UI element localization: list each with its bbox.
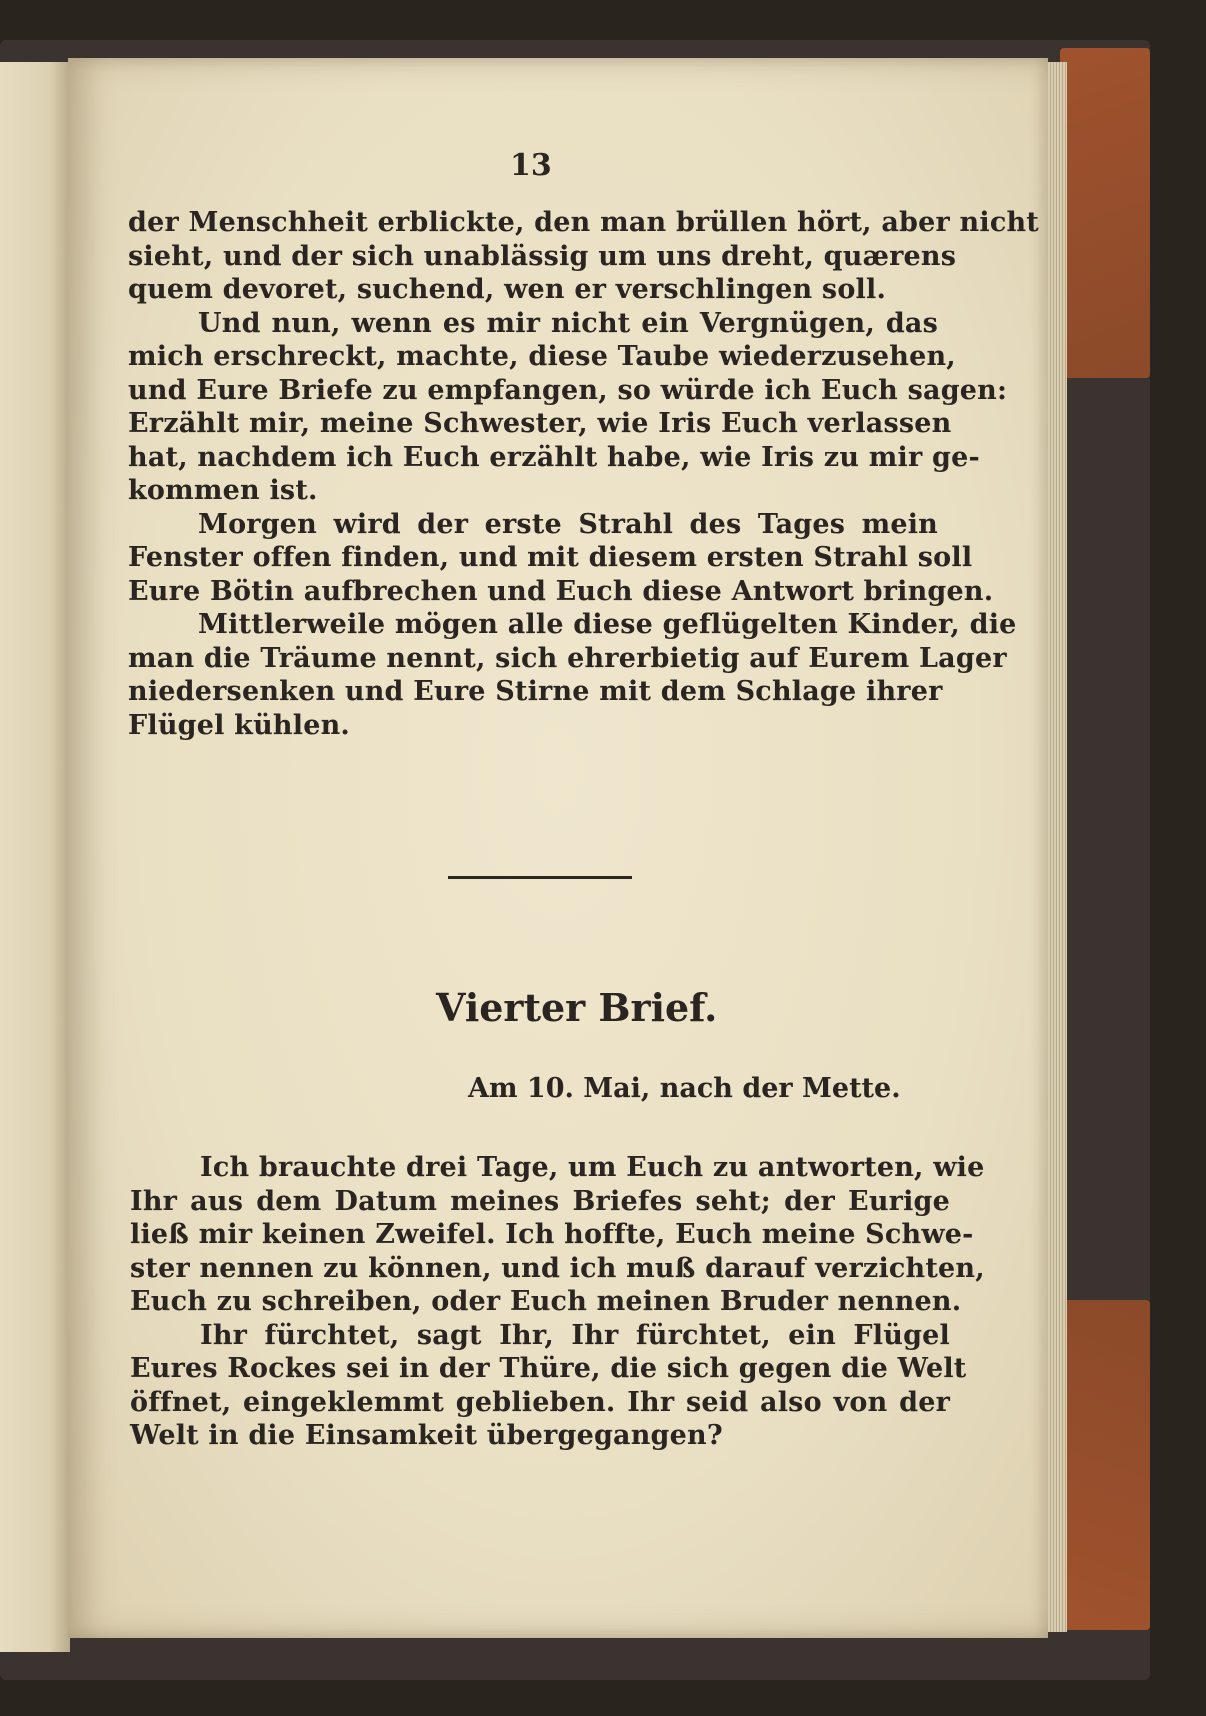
text-line: ster nennen zu können, und ich muß darauf verzichten, — [130, 1252, 985, 1284]
text-line: ließ mir keinen Zweifel. Ich hoffte, Euch meine Schwe- — [130, 1219, 974, 1250]
text-line: Ihr aus dem Datum meines Briefes seht; der Eurige — [130, 1185, 950, 1217]
text-line: Euch zu schreiben, oder Euch meinen Bruder nennen. — [130, 1286, 962, 1317]
text-line: Ihr fürchtet, sagt Ihr, Ihr fürchtet, ein Flügel — [200, 1319, 950, 1351]
text-line: quem devoret, suchend, wen er verschlingen soll. — [128, 274, 887, 305]
text-block-bottom — [130, 1151, 985, 1453]
text-line: Und nun, wenn es mir nicht ein Vergnügen, das — [198, 307, 938, 339]
text-line: niedersenken und Eure Stirne mit dem Schlage ihrer — [128, 676, 943, 707]
text-line: Eure Bötin aufbrechen und Euch diese Antwort bringen. — [128, 575, 994, 607]
text-line: Eures Rockes sei in der Thüre, die sich gegen die Welt — [130, 1353, 967, 1384]
letter-heading: Vierter Brief. — [436, 985, 718, 1030]
text-line: sieht, und der sich unablässig um uns dreht, quærens — [128, 240, 957, 272]
text-line: man die Träume nennt, sich ehrerbietig auf Eurem Lager — [128, 642, 1007, 674]
text-line: der Menschheit erblickte, den man brüllen hört, aber nicht — [128, 207, 1039, 238]
section-divider — [448, 876, 632, 879]
text-line: Flügel kühlen. — [128, 709, 351, 741]
text-line: Erzählt mir, meine Schwester, wie Iris Euch verlassen — [128, 408, 952, 439]
cover-corner-top — [1060, 48, 1150, 378]
dateline: Am 10. Mai, nach der Mette. — [468, 1073, 901, 1104]
page-edge-stack — [1045, 62, 1067, 1632]
text-line: öffnet, eingeklemmt geblieben. Ihr seid also von der — [130, 1386, 950, 1418]
text-block-top — [128, 206, 1039, 742]
text-line: hat, nachdem ich Euch erzählt habe, wie Iris zu mir ge- — [128, 441, 980, 473]
text-line: kommen ist. — [128, 475, 318, 506]
cover-corner-bottom — [1060, 1300, 1150, 1630]
text-line: und Eure Briefe zu empfangen, so würde ich Euch sagen: — [128, 374, 1008, 406]
text-line: Morgen wird der erste Strahl des Tages mein — [198, 508, 938, 540]
text-line: Fenster offen finden, und mit diesem ersten Strahl soll — [128, 542, 973, 573]
text-line: Welt in die Einsamkeit übergegangen? — [130, 1420, 723, 1451]
text-line: Ich brauchte drei Tage, um Euch zu antworten, wie — [200, 1152, 985, 1183]
facing-page-edge — [0, 62, 70, 1652]
text-line: mich erschreckt, machte, diese Taube wiederzusehen, — [128, 341, 956, 372]
page-number: 13 — [510, 148, 552, 183]
text-line: Mittlerweile mögen alle diese geflügelten Kinder, die — [198, 609, 1017, 640]
